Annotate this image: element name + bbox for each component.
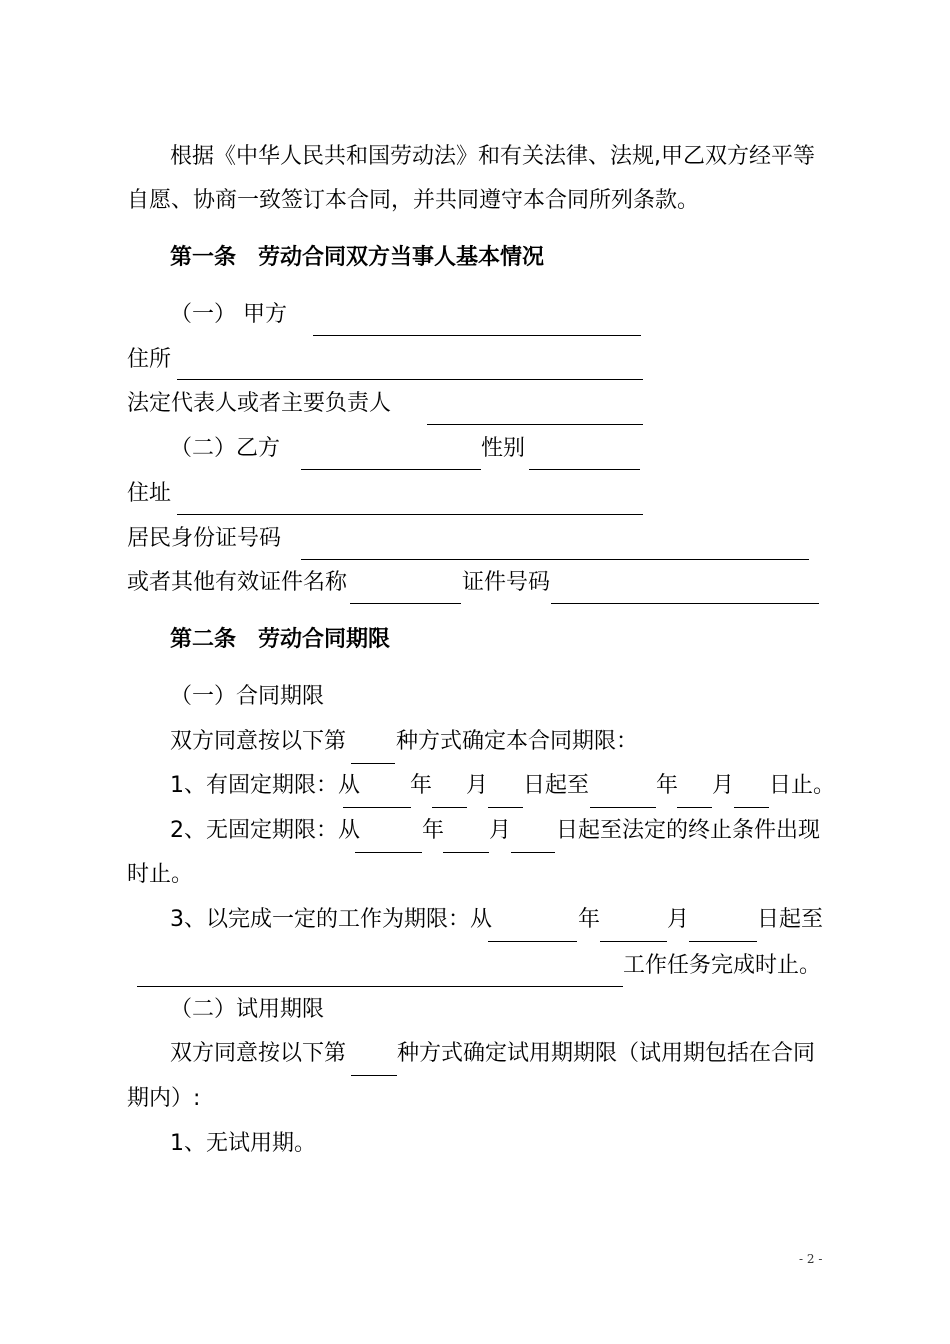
party-a-blank — [313, 335, 641, 336]
term-title: （一）合同期限 — [170, 684, 325, 709]
fixed-year2: 年 — [656, 773, 679, 798]
task-day-blank — [689, 941, 757, 942]
term-choice-blank — [351, 763, 395, 764]
fixed-year2-blank — [590, 807, 656, 808]
term-intro-a: 双方同意按以下第 — [170, 729, 347, 754]
probation-intro-a: 双方同意按以下第 — [170, 1041, 347, 1066]
open-term-label: 2、无固定期限：从 — [170, 818, 360, 843]
address-label: 住址 — [127, 481, 172, 506]
task-month: 月 — [667, 907, 690, 932]
task-description-blank — [137, 986, 623, 987]
id-number-label: 居民身份证号码 — [127, 526, 282, 551]
legal-rep-blank — [427, 424, 643, 425]
other-cert-blank — [350, 603, 461, 604]
cert-number-blank — [551, 603, 819, 604]
task-day: 日起至 — [757, 907, 824, 932]
probation-intro-b: 种方式确定试用期期限（试用期包括在合同 — [397, 1041, 816, 1066]
fixed-day2: 日止。 — [769, 773, 836, 798]
fixed-day2-blank — [734, 807, 769, 808]
task-month-blank — [600, 941, 667, 942]
party-b-label: （二）乙方 — [170, 436, 281, 461]
gender-label: 性别 — [481, 436, 526, 461]
intro-line-1: 根据《中华人民共和国劳动法》和有关法律、法规,甲乙双方经平等 — [170, 144, 815, 169]
open-year: 年 — [422, 818, 445, 843]
open-month: 月 — [489, 818, 512, 843]
party-a-label: （一） 甲方 — [170, 302, 287, 327]
legal-rep-label: 法定代表人或者主要负责人 — [127, 391, 392, 416]
open-term-cont: 时止。 — [127, 862, 194, 887]
fixed-month2-blank — [677, 807, 712, 808]
cert-number-label: 证件号码 — [462, 570, 551, 595]
fixed-day1: 日起至 — [523, 773, 590, 798]
page-number: - 2 - — [799, 1252, 823, 1266]
fixed-month1: 月 — [466, 773, 489, 798]
fixed-year1: 年 — [410, 773, 433, 798]
article2-heading: 第二条 劳动合同期限 — [170, 627, 391, 652]
fixed-term-label: 1、有固定期限：从 — [170, 773, 360, 798]
article1-heading: 第一条 劳动合同双方当事人基本情况 — [170, 245, 545, 270]
gender-blank — [529, 469, 640, 470]
no-probation: 1、无试用期。 — [170, 1131, 316, 1156]
task-term-end: 工作任务完成时止。 — [623, 953, 822, 978]
term-intro-b: 种方式确定本合同期限： — [396, 729, 639, 754]
probation-choice-blank — [351, 1075, 397, 1076]
task-year: 年 — [578, 907, 601, 932]
other-cert-label: 或者其他有效证件名称 — [127, 570, 348, 595]
fixed-month1-blank — [432, 807, 467, 808]
address-blank — [177, 514, 643, 515]
open-month-blank — [443, 852, 489, 853]
probation-intro-cont: 期内）: — [127, 1086, 201, 1111]
fixed-month2: 月 — [712, 773, 735, 798]
open-year-blank — [355, 852, 422, 853]
intro-line-2: 自愿、协商一致签订本合同，并共同遵守本合同所列条款。 — [127, 188, 700, 213]
id-number-blank — [301, 559, 809, 560]
fixed-year1-blank — [343, 807, 411, 808]
fixed-day1-blank — [488, 807, 523, 808]
party-b-blank — [301, 469, 481, 470]
open-day: 日起至法定的终止条件出现 — [556, 818, 821, 843]
residence-label: 住所 — [127, 347, 172, 372]
open-day-blank — [511, 852, 555, 853]
residence-blank — [177, 379, 643, 380]
probation-title: （二）试用期限 — [170, 997, 325, 1022]
task-year-blank — [488, 941, 577, 942]
task-term-label: 3、以完成一定的工作为期限：从 — [170, 907, 492, 932]
